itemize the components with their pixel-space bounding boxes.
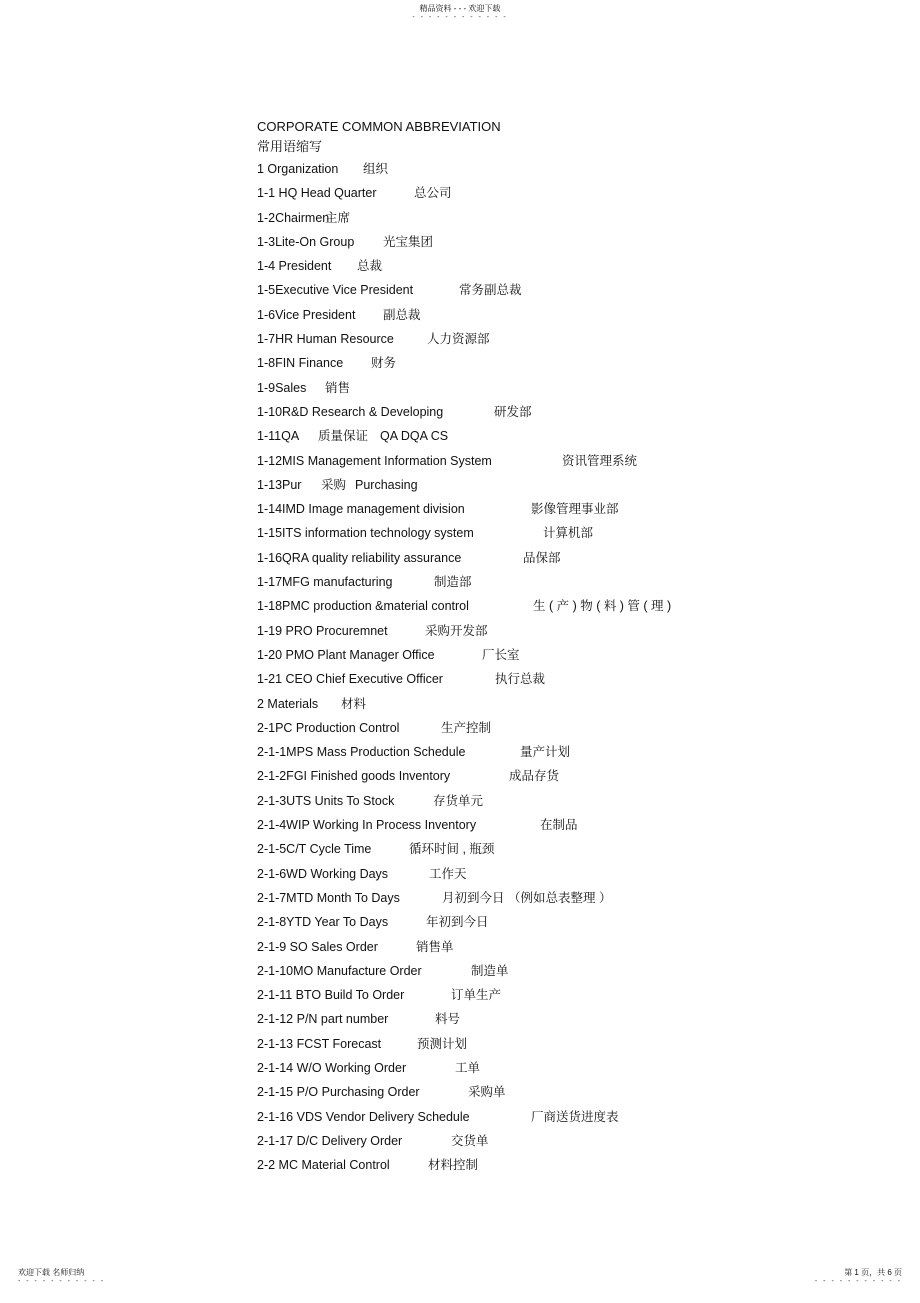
entry-chinese: 采购开发部 (425, 623, 488, 638)
entry-chinese: 循环时间 , 瓶颈 (409, 842, 495, 857)
entry-chinese: 材料控制 (428, 1158, 479, 1173)
abbreviation-entry (257, 1007, 817, 1031)
entry-chinese: 厂长室 (482, 647, 520, 662)
abbreviation-entry (257, 692, 817, 716)
page-number: 第 1 页，共 6 页 (844, 1268, 902, 1277)
footer-left-text: 欢迎下载 名师归纳 (18, 1268, 85, 1277)
entry-english: 2-1-7MTD Month To Days (257, 890, 400, 905)
abbreviation-entry (257, 449, 817, 473)
entry-english: 1-12MIS Management Information System (257, 453, 492, 468)
abbreviation-entry (257, 1056, 817, 1080)
abbreviation-entry (257, 351, 817, 375)
entry-english: 2-1PC Production Control (257, 720, 400, 735)
entry-english: 2-1-11 BTO Build To Order (257, 988, 405, 1003)
abbreviation-list (257, 157, 817, 1177)
entry-english: 2-1-6WD Working Days (257, 866, 389, 881)
entry-english: 1-9Sales (257, 380, 307, 395)
entry-chinese: 质量保证 (318, 429, 369, 444)
abbreviation-entry (257, 570, 817, 594)
abbreviation-entry (257, 1153, 817, 1177)
abbreviation-entry (257, 667, 817, 691)
abbreviation-entry (257, 1105, 817, 1129)
abbreviation-entry (257, 181, 817, 205)
entry-english: 2-1-17 D/C Delivery Order (257, 1133, 403, 1148)
entry-chinese: 执行总裁 (495, 672, 546, 687)
entry-chinese: 料号 (435, 1012, 461, 1027)
entry-english: 2-1-1MPS Mass Production Schedule (257, 745, 466, 760)
title-chinese: 常用语缩写 (257, 139, 323, 154)
entry-chinese: 财务 (371, 356, 397, 371)
entry-english: 2-1-5C/T Cycle Time (257, 842, 372, 857)
header-text: 精品资料 - - - 欢迎下载 (419, 4, 501, 13)
abbreviation-entry (257, 1032, 817, 1056)
entry-english: 2-1-13 FCST Forecast (257, 1036, 382, 1051)
abbreviation-entry (257, 376, 817, 400)
entry-chinese: 销售 (325, 380, 351, 395)
abbreviation-entry (257, 643, 817, 667)
entry-english: 1-2Chairmen (257, 210, 330, 225)
entry-english: 1-18PMC production &material control (257, 599, 469, 614)
entry-english: 2-1-3UTS Units To Stock (257, 793, 395, 808)
footer-right-dashes: - - - - - - - - - - - (814, 1278, 902, 1285)
entry-english: 1-4 President (257, 259, 332, 274)
entry-english: 1-15ITS information technology system (257, 526, 474, 541)
entry-chinese: 人力资源部 (427, 332, 490, 347)
entry-chinese: 量产计划 (520, 745, 571, 760)
entry-extra: QA DQA CS (380, 429, 449, 444)
abbreviation-entry (257, 254, 817, 278)
entry-english: 2-1-8YTD Year To Days (257, 915, 389, 930)
abbreviation-entry (257, 594, 817, 618)
abbreviation-entry (257, 497, 817, 521)
entry-chinese: 成品存货 (509, 769, 560, 784)
entry-chinese: 月初到今日 （例如总表整理 ） (442, 890, 612, 905)
footer-left (18, 1268, 105, 1285)
abbreviation-entry (257, 886, 817, 910)
entry-chinese: 厂商送货进度表 (531, 1109, 619, 1124)
entry-chinese: 总公司 (414, 186, 452, 201)
entry-chinese: 影像管理事业部 (531, 502, 619, 517)
abbreviation-entry (257, 303, 817, 327)
entry-chinese: 总裁 (357, 259, 383, 274)
footer-right (815, 1268, 902, 1285)
entry-english: 1-21 CEO Chief Executive Officer (257, 672, 443, 687)
entry-chinese: 主席 (325, 210, 351, 225)
entry-english: 2-1-16 VDS Vendor Delivery Schedule (257, 1109, 470, 1124)
abbreviation-entry (257, 1129, 817, 1153)
abbreviation-entry (257, 400, 817, 424)
entry-english: 1-19 PRO Procuremnet (257, 623, 388, 638)
abbreviation-entry (257, 862, 817, 886)
abbreviation-entry (257, 206, 817, 230)
header-dashes: - - - - - - - - - - - - (412, 14, 508, 21)
abbreviation-entry (257, 1080, 817, 1104)
entry-chinese: 预测计划 (417, 1036, 468, 1051)
abbreviation-entry (257, 546, 817, 570)
entry-chinese: 销售单 (416, 939, 454, 954)
entry-english: 1-13Pur (257, 477, 302, 492)
abbreviation-entry (257, 716, 817, 740)
entry-chinese: 光宝集团 (383, 234, 434, 249)
entry-english: 2-1-14 W/O Working Order (257, 1060, 407, 1075)
entry-chinese: 副总裁 (383, 307, 421, 322)
entry-english: 1-10R&D Research & Developing (257, 404, 444, 419)
entry-english: 1-6Vice President (257, 307, 356, 322)
abbreviation-entry (257, 837, 817, 861)
abbreviation-entry (257, 521, 817, 545)
entry-english: 1 Organization (257, 162, 339, 176)
abbreviation-entry (257, 740, 817, 764)
entry-chinese: 采购 (321, 477, 347, 492)
entry-english: 1-16QRA quality reliability assurance (257, 550, 462, 565)
entry-chinese: 资讯管理系统 (562, 453, 638, 468)
entry-english: 1-17MFG manufacturing (257, 575, 393, 590)
entry-english: 1-3Lite-On Group (257, 234, 355, 249)
entry-extra: Purchasing (355, 477, 418, 492)
entry-chinese: 制造单 (471, 963, 509, 978)
entry-english: 1-20 PMO Plant Manager Office (257, 647, 435, 662)
title-english: CORPORATE COMMON ABBREVIATION (257, 119, 501, 134)
entry-english: 1-7HR Human Resource (257, 332, 394, 347)
entry-english: 1-5Executive Vice President (257, 283, 414, 298)
entry-chinese: 采购单 (468, 1085, 506, 1100)
abbreviation-entry (257, 230, 817, 254)
entry-chinese: 生 ( 产 ) 物 ( 料 ) 管 ( 理 ) (533, 599, 672, 614)
entry-chinese: 工单 (455, 1060, 481, 1075)
abbreviation-entry (257, 157, 817, 181)
entry-chinese: 常务副总裁 (459, 283, 522, 298)
entry-chinese: 生产控制 (441, 720, 492, 735)
entry-chinese: 计算机部 (543, 526, 594, 541)
document-body (257, 117, 817, 1177)
abbreviation-entry (257, 619, 817, 643)
entry-chinese: 组织 (363, 162, 389, 176)
entry-chinese: 交货单 (451, 1133, 489, 1148)
abbreviation-entry (257, 983, 817, 1007)
entry-english: 1-11QA (257, 429, 300, 444)
entry-english: 1-1 HQ Head Quarter (257, 186, 377, 201)
abbreviation-entry (257, 278, 817, 302)
entry-english: 1-14IMD Image management division (257, 502, 465, 517)
entry-chinese: 在制品 (540, 818, 578, 833)
entry-chinese: 订单生产 (451, 988, 502, 1003)
entry-english: 2-2 MC Material Control (257, 1158, 390, 1173)
entry-english: 2-1-15 P/O Purchasing Order (257, 1085, 420, 1100)
entry-chinese: 存货单元 (433, 793, 484, 808)
entry-chinese: 年初到今日 (426, 915, 489, 930)
abbreviation-entry (257, 813, 817, 837)
entry-english: 1-8FIN Finance (257, 356, 344, 371)
abbreviation-entry (257, 764, 817, 788)
abbreviation-entry (257, 910, 817, 934)
entry-english: 2-1-9 SO Sales Order (257, 939, 378, 954)
page-header (0, 4, 920, 21)
abbreviation-entry (257, 327, 817, 351)
entry-english: 2-1-12 P/N part number (257, 1012, 389, 1027)
abbreviation-entry (257, 959, 817, 983)
abbreviation-entry (257, 424, 817, 448)
entry-chinese: 制造部 (434, 575, 472, 590)
entry-english: 2-1-2FGI Finished goods Inventory (257, 769, 451, 784)
abbreviation-entry (257, 473, 817, 497)
entry-english: 2-1-10MO Manufacture Order (257, 963, 422, 978)
entry-english: 2 Materials (257, 696, 319, 711)
abbreviation-entry (257, 789, 817, 813)
footer-left-dashes: - - - - - - - - - - - (18, 1278, 106, 1285)
entry-english: 2-1-4WIP Working In Process Inventory (257, 818, 477, 833)
entry-chinese: 工作天 (429, 866, 467, 881)
abbreviation-entry (257, 935, 817, 959)
entry-chinese: 材料 (341, 696, 367, 711)
entry-chinese: 品保部 (523, 550, 561, 565)
entry-chinese: 研发部 (494, 404, 532, 419)
